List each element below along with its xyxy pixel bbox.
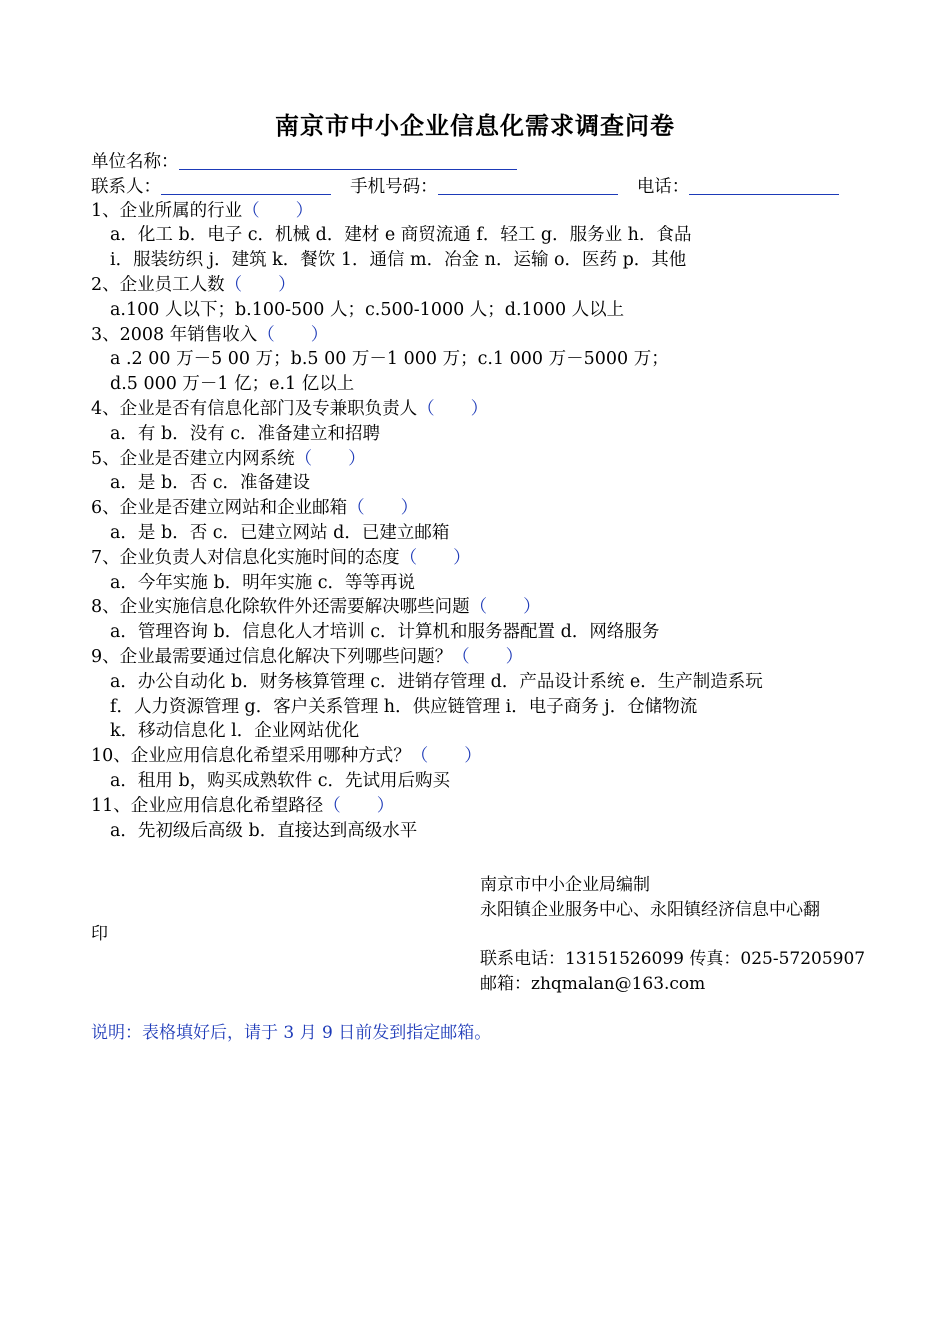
page-title: 南京市中小企业信息化需求调查问卷 xyxy=(275,111,675,140)
footer-email: 邮箱：zhqmalan@163.com xyxy=(480,973,706,994)
footer-contact: 联系电话：13151526099 传真：025-57205907 xyxy=(480,949,866,969)
option-line: i．服装纺织 j．建筑 k．餐饮 1．通信 m．冶金 n．运输 o．医药 p．其他 xyxy=(110,250,687,271)
option-line: a．先初级后高级 b．直接达到高级水平 xyxy=(110,820,418,841)
instruction-note: 说明：表格填好后，请于 3 月 9 日前发到指定邮箱。 xyxy=(91,1023,492,1043)
question-text: 6、企业是否建立网站和企业邮箱 xyxy=(91,498,348,519)
option-line: k．移动信息化 l．企业网站优化 xyxy=(110,721,360,742)
option-line: a .2 00 万－5 00 万；b.5 00 万－1 000 万；c.1 000 万－5000 万； xyxy=(110,349,669,370)
footer-printer-wrap: 印 xyxy=(91,924,108,944)
answer-blank[interactable]: （ ） xyxy=(399,547,471,568)
question-2 xyxy=(91,273,881,298)
answer-blank[interactable]: （ ） xyxy=(257,324,329,345)
question-text: 2、企业员工人数 xyxy=(91,274,225,295)
answer-blank[interactable]: （ ） xyxy=(469,597,541,618)
unit-row xyxy=(91,149,881,174)
option-line: a.100 人以下；b.100-500 人；c.500-1000 人；d.1000 人以上 xyxy=(110,299,625,320)
option-line: d.5 000 万－1 亿；e.1 亿以上 xyxy=(110,374,355,395)
answer-blank[interactable]: （ ） xyxy=(224,274,296,295)
question-8 xyxy=(91,595,881,620)
contact-label: 联系人： xyxy=(91,176,161,197)
question-4 xyxy=(91,397,881,422)
footer-credits xyxy=(480,873,900,923)
footer-contacts xyxy=(480,947,900,997)
phone-input-line[interactable] xyxy=(689,174,839,195)
question-9 xyxy=(91,645,881,670)
option-line: a．租用 b，购买成熟软件 c．先试用后购买 xyxy=(110,770,451,791)
option-line: a．化工 b．电子 c．机械 d．建材 e 商贸流通 f．轻工 g．服务业 h．食品 xyxy=(110,225,692,246)
option-line: a．办公自动化 b．财务核算管理 c．进销存管理 d．产品设计系统 e．生产制造系玩 xyxy=(110,671,763,692)
question-text: 7、企业负责人对信息化实施时间的态度 xyxy=(91,547,400,568)
answer-blank[interactable]: （ ） xyxy=(242,200,314,221)
answer-blank[interactable]: （ ） xyxy=(323,795,395,816)
answer-blank[interactable]: （ ） xyxy=(452,646,524,667)
question-text: 10、企业应用信息化希望采用哪种方式？ xyxy=(91,746,411,767)
question-text: 5、企业是否建立内网系统 xyxy=(91,448,295,469)
contact-input-line[interactable] xyxy=(161,174,331,195)
option-line: a．管理咨询 b．信息化人才培训 c．计算机和服务器配置 d．网络服务 xyxy=(110,622,660,643)
option-line: a．是 b．否 c．准备建设 xyxy=(110,473,311,494)
survey-form xyxy=(91,149,881,843)
footer-printer: 永阳镇企业服务中心、永阳镇经济信息中心翻 xyxy=(480,899,820,920)
answer-blank[interactable]: （ ） xyxy=(410,746,482,767)
answer-blank[interactable]: （ ） xyxy=(417,398,489,419)
unit-input-line[interactable] xyxy=(179,149,517,170)
question-text: 11、企业应用信息化希望路径 xyxy=(91,795,324,816)
question-7 xyxy=(91,546,881,571)
answer-blank[interactable]: （ ） xyxy=(294,448,366,469)
question-text: 1、企业所属的行业 xyxy=(91,200,243,221)
phone-label: 电话： xyxy=(636,176,690,197)
question-11 xyxy=(91,794,881,819)
question-6 xyxy=(91,496,881,521)
mobile-label: 手机号码： xyxy=(350,176,438,197)
option-line: a．是 b．否 c．已建立网站 d．已建立邮箱 xyxy=(110,522,450,543)
question-10 xyxy=(91,744,881,769)
answer-blank[interactable]: （ ） xyxy=(347,498,419,519)
question-5 xyxy=(91,447,881,472)
question-text: 3、2008 年销售收入 xyxy=(91,324,258,345)
question-1 xyxy=(91,199,881,224)
footer-editor: 南京市中小企业局编制 xyxy=(480,875,650,895)
question-text: 9、企业最需要通过信息化解决下列哪些问题？ xyxy=(91,646,453,667)
mobile-input-line[interactable] xyxy=(438,174,618,195)
unit-label: 单位名称： xyxy=(91,152,179,172)
option-line: f．人力资源管理 g．客户关系管理 h．供应链管理 i．电子商务 j．仓储物流 xyxy=(110,696,698,717)
question-3 xyxy=(91,323,881,348)
contact-row xyxy=(91,174,881,199)
option-line: a．今年实施 b．明年实施 c．等等再说 xyxy=(110,572,416,593)
option-line: a．有 b．没有 c．准备建立和招聘 xyxy=(110,423,381,444)
question-text: 8、企业实施信息化除软件外还需要解决哪些问题 xyxy=(91,597,470,618)
question-text: 4、企业是否有信息化部门及专兼职负责人 xyxy=(91,398,418,419)
